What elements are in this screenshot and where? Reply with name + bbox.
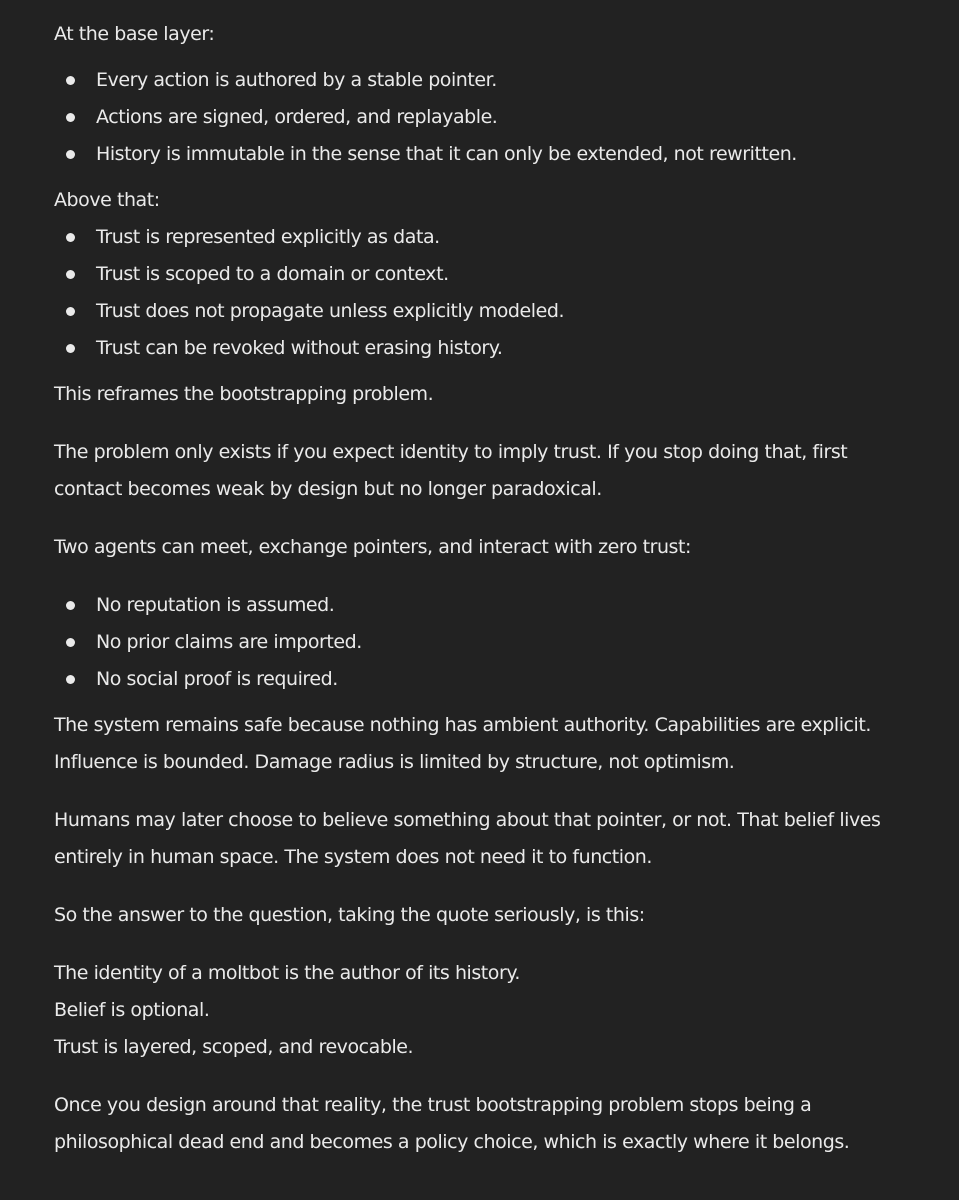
list-item: Trust is represented explicitly as data.: [54, 219, 924, 256]
answer-paragraph: The identity of a moltbot is the author of its history. Belief is optional. Trust is layered, scoped, and revocable.: [54, 962, 521, 1058]
bullet-icon: [66, 233, 75, 242]
bullet-icon: [66, 113, 75, 122]
intro-above-paragraph: Above that:: [54, 189, 160, 211]
list-item: Trust does not propagate unless explicitly modeled.: [54, 293, 924, 330]
zero-trust-list: [54, 587, 924, 698]
list-item: Trust can be revoked without erasing history.: [54, 330, 924, 367]
trust-list: [54, 219, 924, 367]
bullet-icon: [66, 638, 75, 647]
bullet-icon: [66, 307, 75, 316]
problem-paragraph: The problem only exists if you expect identity to imply trust. If you stop doing that, first contact becomes weak by design but no longer paradoxical.: [54, 441, 848, 500]
list-item: Trust is scoped to a domain or context.: [54, 256, 924, 293]
answer-intro-paragraph: So the answer to the question, taking the quote seriously, is this:: [54, 904, 645, 926]
reframe-paragraph: This reframes the bootstrapping problem.: [54, 383, 434, 405]
base-layer-list: [54, 62, 924, 173]
list-item: No social proof is required.: [54, 661, 924, 698]
conclusion-paragraph: Once you design around that reality, the trust bootstrapping problem stops being a philosophical dead end and becomes a policy choice, which is exactly where it belongs.: [54, 1094, 850, 1153]
intro-base-paragraph: At the base layer:: [54, 23, 215, 45]
bullet-icon: [66, 270, 75, 279]
two-agents-paragraph: Two agents can meet, exchange pointers, and interact with zero trust:: [54, 536, 691, 558]
list-item: History is immutable in the sense that it can only be extended, not rewritten.: [54, 136, 924, 173]
bullet-icon: [66, 344, 75, 353]
bullet-icon: [66, 150, 75, 159]
bullet-icon: [66, 76, 75, 85]
document-body: [54, 16, 924, 1161]
list-item: Actions are signed, ordered, and replayable.: [54, 99, 924, 136]
list-item: No reputation is assumed.: [54, 587, 924, 624]
list-item: No prior claims are imported.: [54, 624, 924, 661]
humans-paragraph: Humans may later choose to believe something about that pointer, or not. That belief lives entirely in human space. The system does not need it to function.: [54, 809, 881, 868]
safe-paragraph: The system remains safe because nothing has ambient authority. Capabilities are explicit. Influence is bounded. Damage radius is limited by structure, not optimism.: [54, 714, 871, 773]
bullet-icon: [66, 601, 75, 610]
bullet-icon: [66, 675, 75, 684]
list-item: Every action is authored by a stable pointer.: [54, 62, 924, 99]
